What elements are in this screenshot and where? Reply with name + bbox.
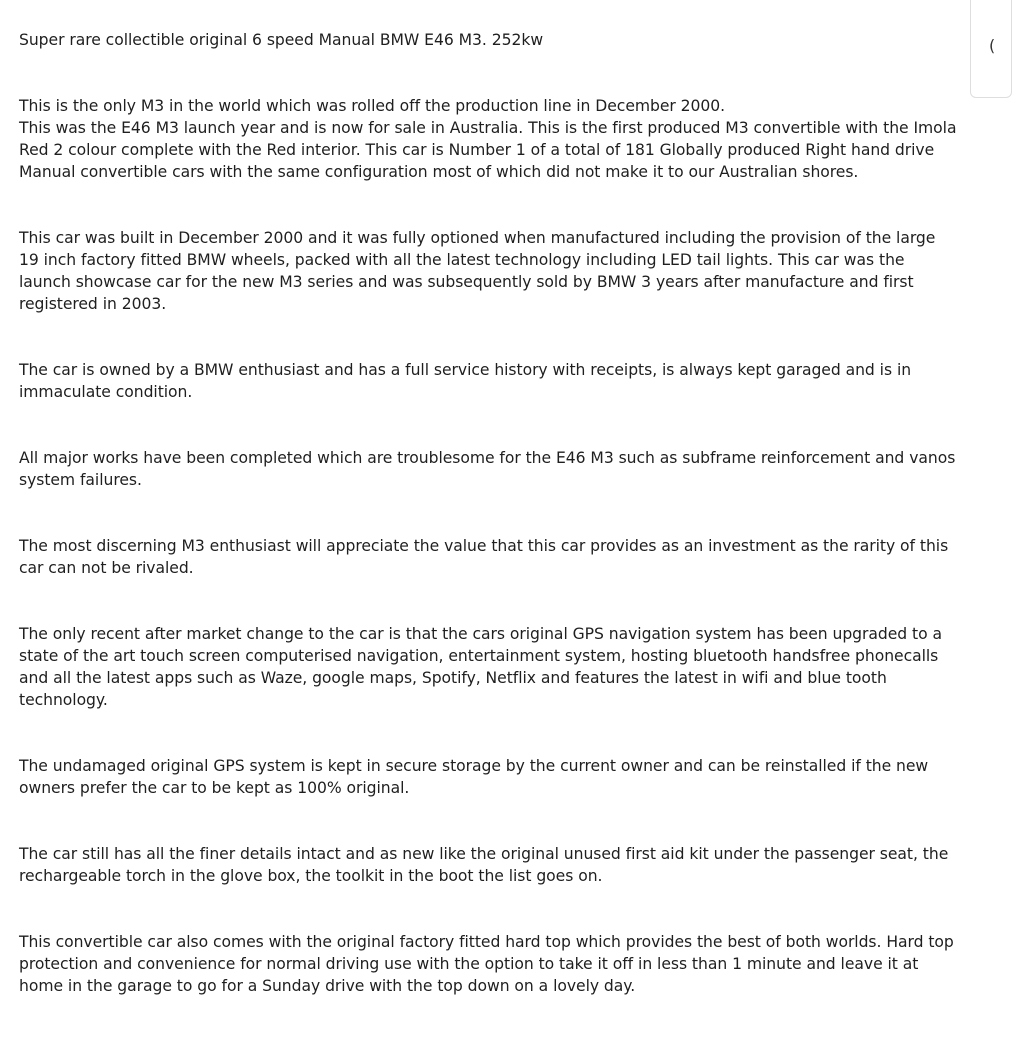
description-paragraph: The car still has all the finer details intact and as new like the original unused first aid kit under the passenger seat, the rechargeable torch in the glove box, the toolkit in the boot the list goes on.: [19, 845, 949, 885]
description-paragraph: All major works have been completed which are troublesome for the E46 M3 such as subframe reinforcement and vanos system failures.: [19, 449, 956, 489]
listing-description: [19, 7, 959, 1041]
description-paragraph: The only recent after market change to the car is that the cars original GPS navigation system has been upgraded to a state of the art touch screen computerised navigation, entertainment system, hosting bluetooth handsfree phonecalls and all the latest apps such as Waze, google maps, Spotify, Netflix and features the latest in wifi and blue tooth technology.: [19, 625, 942, 709]
description-paragraph: The most discerning M3 enthusiast will appreciate the value that this car provides as an investment as the rarity of this car can not be rivaled.: [19, 537, 949, 577]
description-paragraph: The undamaged original GPS system is kept in secure storage by the current owner and can be reinstalled if the new owners prefer the car to be kept as 100% original.: [19, 757, 929, 797]
side-card-glyph: (: [989, 36, 996, 55]
description-paragraph: Super rare collectible original 6 speed Manual BMW E46 M3. 252kw: [19, 31, 544, 49]
side-card[interactable]: [970, 0, 1012, 98]
description-paragraph: This is the only M3 in the world which was rolled off the production line in December 2000. This was the E46 M3 launch year and is now for sale in Australia. This is the first produced M3 convertible with the Imola Red 2 colour complete with the Red interior. This car is Number 1 of a total of 181 Globally produced Right hand drive Manual convertible cars with the same configuration most of which did not make it to our Australian shores.: [19, 97, 957, 181]
description-paragraph: The car is owned by a BMW enthusiast and has a full service history with receipts, is always kept garaged and is in immaculate condition.: [19, 361, 912, 401]
description-paragraph: This car was built in December 2000 and it was fully optioned when manufactured including the provision of the large 19 inch factory fitted BMW wheels, packed with all the latest technology including LED tail lights. This car was the launch showcase car for the new M3 series and was subsequently sold by BMW 3 years after manufacture and first registered in 2003.: [19, 229, 936, 313]
description-paragraph: This convertible car also comes with the original factory fitted hard top which provides the best of both worlds. Hard top protection and convenience for normal driving use with the option to take it off in less than 1 minute and leave it at home in the garage to go for a Sunday drive with the top down on a lovely day.: [19, 933, 954, 995]
